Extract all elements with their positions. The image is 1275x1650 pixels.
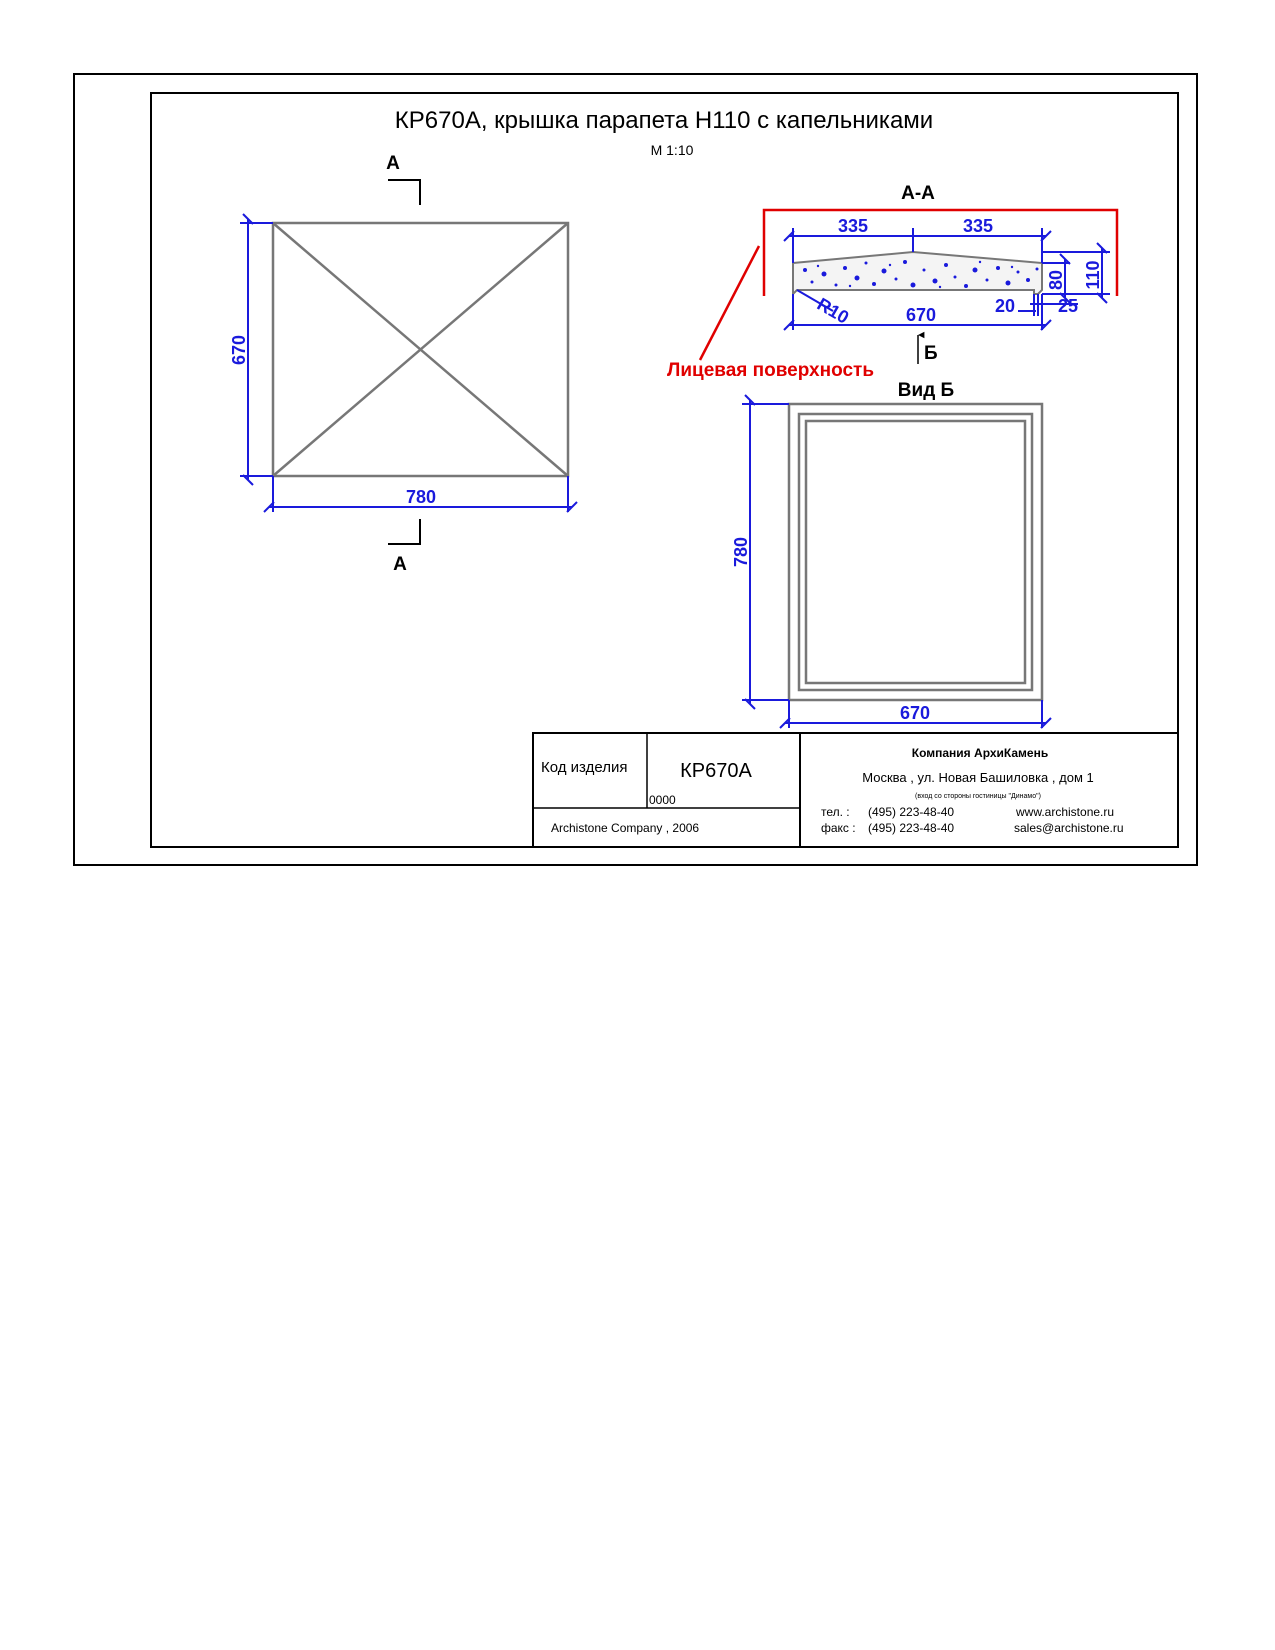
section-mark-top-label: А (386, 153, 400, 174)
plan-dim-height: 670 (229, 334, 249, 366)
plan-view (229, 153, 572, 575)
section-mark-top (388, 180, 420, 205)
section-dim-right-half: 335 (962, 216, 994, 236)
section-dim-height-total: 110 (1083, 260, 1103, 290)
company-address: Москва , ул. Новая Башиловка , дом 1 (862, 770, 1094, 785)
website: www.archistone.ru (1016, 805, 1115, 819)
plan-dim-width: 780 (405, 487, 437, 507)
section-dim-total: 670 (905, 305, 937, 325)
view-b-dim-width: 670 (899, 703, 931, 723)
email: sales@archistone.ru (1014, 821, 1124, 835)
code-number: 0000 (649, 793, 676, 807)
address-note: (вход со стороны гостиницы "Динамо") (915, 793, 1041, 800)
section-profile (793, 252, 1042, 294)
fax-value: (495) 223-48-40 (868, 821, 955, 835)
copyright: Archistone Company , 2006 (551, 821, 700, 835)
company-name: Компания АрхиКамень (911, 746, 1049, 760)
phone-label: тел. : (821, 805, 850, 819)
section-title: А-А (901, 183, 935, 204)
view-b-arrow-label: Б (924, 343, 938, 364)
face-surface-label: Лицевая поверхность (667, 360, 875, 381)
section-dim-height-small: 80 (1046, 269, 1066, 291)
view-b-title: Вид Б (897, 380, 955, 401)
section-dim-drip-25: 25 (1057, 296, 1079, 316)
view-b-outer (789, 404, 1042, 700)
section-mark-bottom-label: А (393, 554, 407, 575)
view-b-dim-height: 780 (731, 536, 751, 568)
fax-label: факс : (821, 821, 856, 835)
section-dim-drip-20: 20 (994, 296, 1016, 316)
section-dim-left-half: 335 (837, 216, 869, 236)
code-value: КР670А (680, 760, 752, 782)
view-b (731, 380, 1046, 728)
drawing-scale: М 1:10 (650, 142, 694, 158)
section-dim-radius: R10 (813, 293, 853, 328)
title-block (533, 733, 1178, 847)
drawing-title: КР670А, крышка парапета Н110 с капельниками (394, 107, 934, 134)
view-b-inner (806, 421, 1025, 683)
section-mark-bottom (388, 519, 420, 544)
phone-value: (495) 223-48-40 (868, 805, 955, 819)
face-surface-leader (700, 246, 759, 360)
view-b-middle (799, 414, 1032, 690)
section-view (667, 183, 1117, 381)
code-label: Код изделия (541, 759, 628, 776)
